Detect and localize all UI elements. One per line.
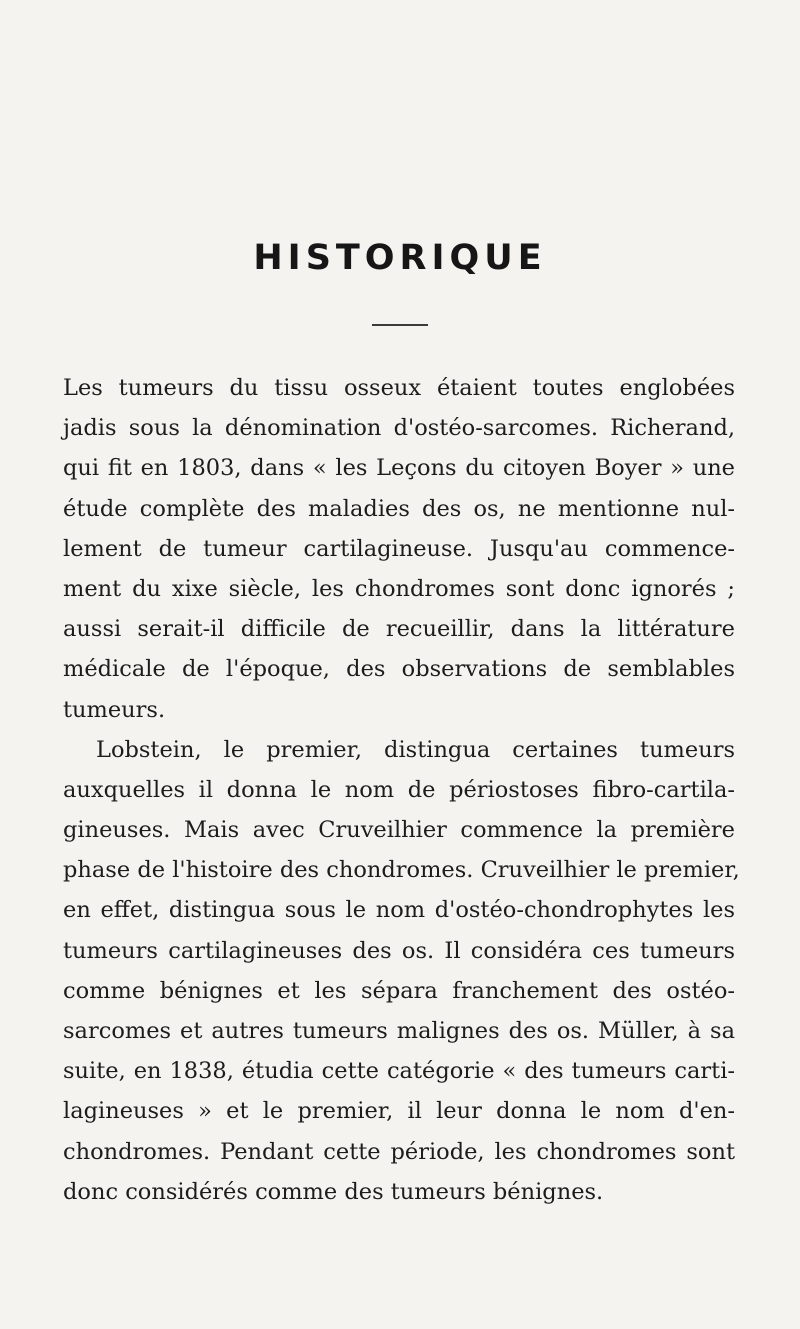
text-line: Les tumeurs du tissu osseux étaient toutes englobées	[63, 375, 735, 401]
text-line: sarcomes et autres tumeurs malignes des os. Müller, à sa	[63, 1018, 735, 1044]
text-line: lagineuses » et le premier, il leur donna le nom d'en-	[63, 1098, 735, 1125]
body-text	[63, 368, 740, 1212]
text-line: qui fit en 1803, dans « les Leçons du citoyen Boyer » une	[63, 455, 735, 482]
text-line: étude complète des maladies des os, ne mentionne nul-	[63, 495, 735, 522]
text-line: donc considérés comme des tumeurs bénignes.	[63, 1178, 604, 1205]
text-line: gineuses. Mais avec Cruveilhier commence la première	[63, 817, 735, 844]
paragraph-1	[63, 368, 735, 730]
text-line: médicale de l'époque, des observations de semblables	[63, 656, 735, 683]
text-line: tumeurs cartilagineuses des os. Il considéra ces tumeurs	[63, 937, 735, 964]
text-line: chondromes. Pendant cette période, les chondromes sont	[63, 1138, 735, 1165]
text-line: en effet, distingua sous le nom d'ostéo-chondrophytes les	[63, 897, 735, 924]
heading-divider	[372, 324, 428, 326]
text-line: Lobstein, le premier, distingua certaines tumeurs	[96, 736, 735, 763]
text-line: tumeurs.	[63, 696, 166, 723]
text-line: suite, en 1838, étudia cette catégorie « des tumeurs carti-	[63, 1058, 735, 1085]
text-line: comme bénignes et les sépara franchement des ostéo-	[63, 977, 735, 1004]
paragraph-2	[63, 730, 740, 1212]
page-heading: HISTORIQUE	[253, 238, 547, 278]
text-line: lement de tumeur cartilagineuse. Jusqu'au commence-	[63, 535, 735, 562]
text-line: ment du xixe siècle, les chondromes sont donc ignorés ;	[63, 575, 735, 602]
text-line: jadis sous la dénomination d'ostéo-sarcomes. Richerand,	[63, 415, 735, 442]
text-line: aussi serait-il difficile de recueillir, dans la littérature	[63, 616, 735, 643]
text-line: phase de l'histoire des chondromes. Cruveilhier le premier,	[63, 857, 740, 884]
text-line: auxquelles il donna le nom de périostoses fibro-cartila-	[63, 776, 735, 803]
